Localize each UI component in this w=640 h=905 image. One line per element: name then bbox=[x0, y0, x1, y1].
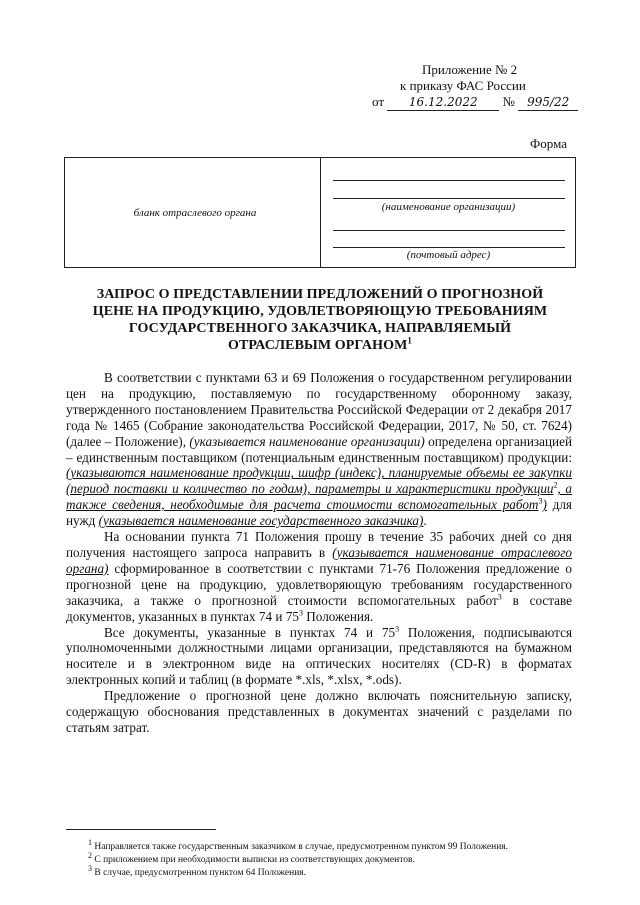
footnotes bbox=[88, 837, 588, 880]
appendix-order-ref: к приказу ФАС России bbox=[400, 78, 526, 93]
footnote-1-text: Направляется также государственным заказчиком в случае, предусмотренном пунктом 99 Положения. bbox=[94, 842, 509, 852]
box-divider bbox=[320, 158, 321, 267]
title-line-3: ГОСУДАРСТВЕННОГО ЗАКАЗЧИКА, НАПРАВЛЯЕМЫЙ bbox=[128, 321, 512, 336]
blank-label: бланк отраслевого органа bbox=[133, 207, 257, 219]
handwritten-number: 995/22 bbox=[518, 94, 578, 111]
title-line-2: ЦЕНЕ НА ПРОДУКЦИЮ, УДОВЛЕТВОРЯЮЩУЮ ТРЕБОВАНИЯМ bbox=[92, 304, 548, 319]
document-body bbox=[66, 370, 572, 736]
p1-text-b: определена организацией – единственным поставщиком (потенциальным единственным поставщиком) продукции: bbox=[66, 433, 573, 465]
footnote-2 bbox=[88, 850, 588, 867]
appendix-date-line bbox=[372, 94, 592, 111]
org-line-2 bbox=[333, 198, 565, 199]
org-caption: (наименование организации) bbox=[381, 201, 516, 213]
from-label: от bbox=[372, 94, 385, 109]
appendix-header bbox=[372, 62, 592, 111]
title-line-1: ЗАПРОС О ПРЕДСТАВЛЕНИИ ПРЕДЛОЖЕНИЙ О ПРОГНОЗНОЙ bbox=[96, 287, 544, 302]
p1-placeholder-org: (указывается наименование организации) bbox=[189, 433, 425, 449]
footnote-3-text: В случае, предусмотренном пунктом 64 Положения. bbox=[94, 868, 307, 878]
document-title bbox=[70, 286, 570, 354]
footnote-1 bbox=[88, 837, 588, 854]
org-line-1 bbox=[333, 180, 565, 181]
footnote-3 bbox=[88, 863, 588, 880]
p2-footnote-ref-3a: 3 bbox=[497, 592, 502, 602]
letterhead-box bbox=[64, 157, 576, 268]
footnote-1-num: 1 bbox=[88, 837, 92, 847]
address-line-1 bbox=[333, 230, 565, 231]
p1-placeholder-product: (указываются наименование продукции, шифр (индекс), планируемые объемы ее закупки (период поставки и количество по годам), параметры и характеристики продукции bbox=[66, 465, 572, 497]
p2-text-d: Положения. bbox=[306, 608, 374, 624]
p2-text-a: На основании пункта 71 Положения прошу в течение 35 рабочих дней со дня получения настоящего запроса направить в bbox=[66, 529, 572, 560]
p2-text-c: в составе документов, указанных в пунктах 74 и 75 bbox=[66, 592, 573, 624]
p1-placeholder-customer: (указывается наименование государственного заказчика) bbox=[98, 513, 424, 529]
footnote-separator bbox=[66, 829, 216, 830]
p2-placeholder-body: (указывается наименование отраслевого органа) bbox=[66, 544, 572, 576]
p2-text-b: сформированное в соответствии с пунктами 71-76 Положения предложение о прогнозной цене на продукцию, удовлетворяющую требованиям государственного заказчика, а также о прогнозной стоимости вспомогательных работ bbox=[66, 560, 572, 608]
number-label: № bbox=[502, 94, 515, 109]
p3-footnote-ref-3: 3 bbox=[395, 624, 400, 634]
p2-footnote-ref-3b: 3 bbox=[298, 608, 303, 618]
address-line-2 bbox=[333, 247, 565, 248]
title-line-4 bbox=[70, 337, 570, 354]
p1-footnote-ref-2: 2 bbox=[553, 480, 558, 490]
title-line-4-text: ОТРАСЛЕВЫМ ОРГАНОМ bbox=[227, 338, 408, 353]
address-caption: (почтовый адрес) bbox=[406, 249, 491, 261]
footnote-3-num: 3 bbox=[88, 863, 92, 873]
paragraph-2 bbox=[66, 529, 572, 624]
p1-text-c: для нужд bbox=[66, 497, 572, 529]
p3-text-a: Все документы, указанные в пунктах 74 и 75 bbox=[104, 624, 396, 640]
p1-placeholder-close: ) bbox=[542, 497, 547, 513]
handwritten-date: 16.12.2022 bbox=[387, 94, 499, 111]
p1-text-d: . bbox=[423, 513, 427, 529]
form-label: Форма bbox=[530, 136, 567, 151]
p1-footnote-ref-3: 3 bbox=[538, 496, 543, 506]
p3-text-b: Положения, подписываются уполномоченными должностными лицами организации, представляются на бумажном носителе и в электронном виде на оптических носителях (CD-R) в форматах электронных копий и таблиц (в формате *.xls, *.xlsx, *.ods). bbox=[66, 624, 573, 688]
p1-placeholder-info: , а также сведения, необходимые для расчета стоимости вспомогательных работ bbox=[66, 481, 572, 513]
footnote-2-num: 2 bbox=[88, 850, 92, 860]
p1-text-a: В соответствии с пунктами 63 и 69 Положения о государственном регулировании цен на продукцию, поставляемую по государственному оборонному заказу, утвержденного постановлением Правительства Российской Федерации от 2 декабря 2017 года № 1465 (Собрание законодательства Российской Федерации, 2017, № 50, ст. 7624) (далее – Положение), bbox=[66, 370, 572, 449]
paragraph-3 bbox=[66, 625, 572, 689]
footnote-2-text: С приложением при необходимости выписки из соответствующих документов. bbox=[94, 855, 415, 865]
title-footnote-ref: 1 bbox=[407, 335, 413, 346]
paragraph-4: Предложение о прогнозной цене должно включать пояснительную записку, содержащую обоснования представленных в документах значений с разделами по статьям затрат. bbox=[66, 688, 572, 735]
appendix-number: Приложение № 2 bbox=[422, 62, 518, 77]
paragraph-1 bbox=[66, 370, 572, 529]
